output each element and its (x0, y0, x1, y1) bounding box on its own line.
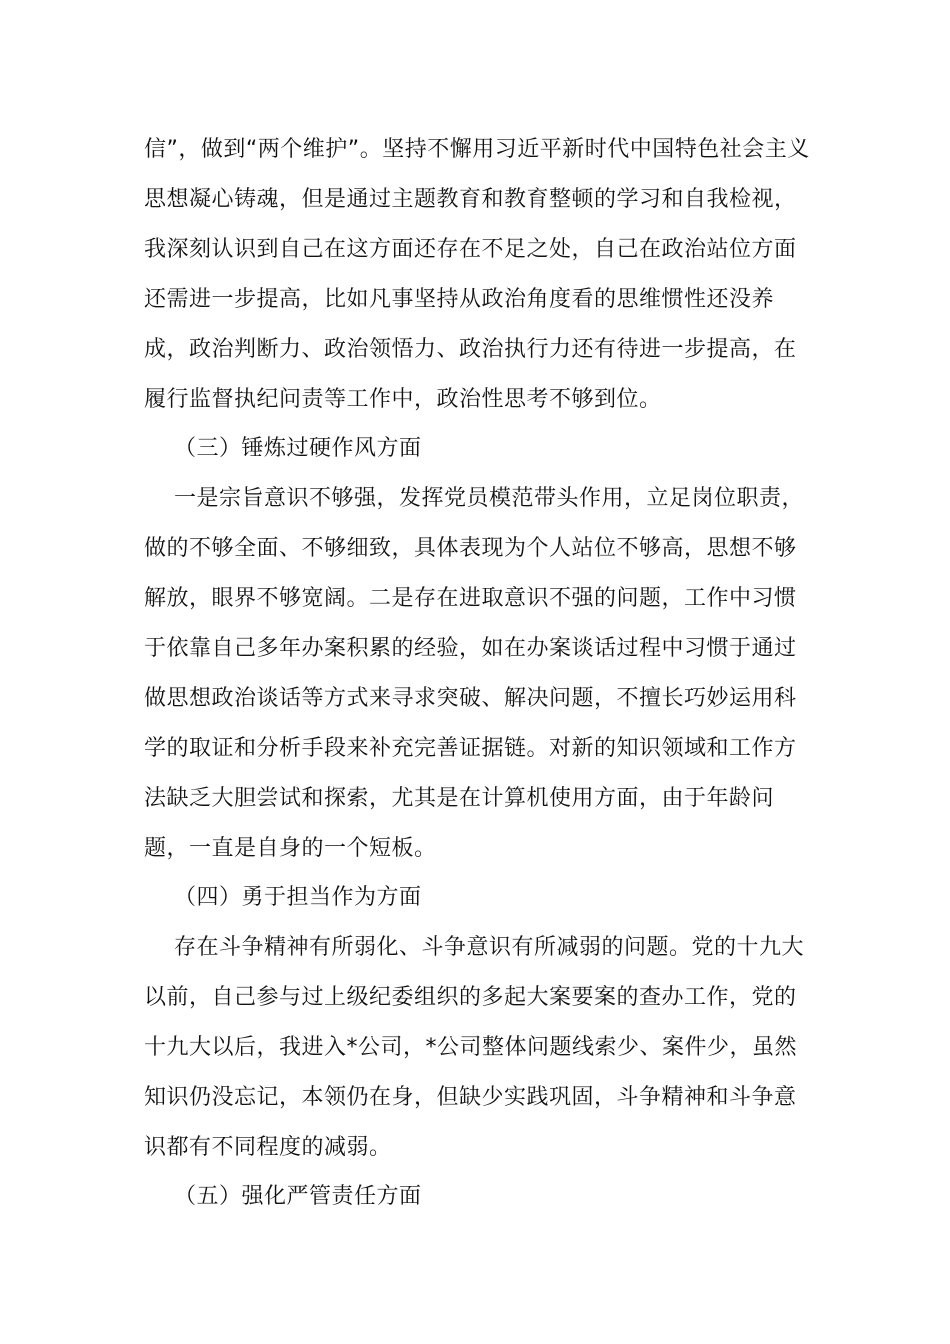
paragraph-line: 一是宗旨意识不够强，发挥党员模范带头作用，立足岗位职责， (174, 486, 805, 511)
paragraph-line: 还需进一步提高，比如凡事坚持从政治角度看的思维惯性还没养 (144, 287, 775, 312)
paragraph-line: 学的取证和分析手段来补充完善证据链。对新的知识领域和工作方 (144, 736, 797, 761)
paragraph-line: 存在斗争精神有所弱化、斗争意识有所减弱的问题。党的十九大 (174, 935, 805, 960)
paragraph-line: 题，一直是自身的一个短板。 (144, 836, 437, 861)
section-heading: （四）勇于担当作为方面 (174, 885, 422, 910)
paragraph-line: 履行监督执纪问责等工作中，政治性思考不够到位。 (144, 387, 662, 412)
paragraph-line: 知识仍没忘记，本领仍在身，但缺少实践巩固，斗争精神和斗争意 (144, 1085, 797, 1110)
paragraph-line: 解放，眼界不够宽阔。二是存在进取意识不强的问题，工作中习惯 (144, 586, 797, 611)
paragraph-line: 法缺乏大胆尝试和探索，尤其是在计算机使用方面，由于年龄问 (144, 786, 775, 811)
paragraph-line: 信”，做到“两个维护”。坚持不懈用习近平新时代中国特色社会主义 (144, 137, 810, 162)
paragraph-line: 于依靠自己多年办案积累的经验，如在办案谈话过程中习惯于通过 (144, 636, 797, 661)
paragraph-line: 我深刻认识到自己在这方面还存在不足之处，自己在政治站位方面 (144, 237, 797, 262)
paragraph-line: 思想凝心铸魂，但是通过主题教育和教育整顿的学习和自我检视， (144, 187, 797, 212)
paragraph-line: 以前，自己参与过上级纪委组织的多起大案要案的查办工作，党的 (144, 985, 797, 1010)
section-heading: （三）锤炼过硬作风方面 (174, 436, 422, 461)
paragraph-line: 成，政治判断力、政治领悟力、政治执行力还有待进一步提高，在 (144, 337, 797, 362)
paragraph-line: 识都有不同程度的减弱。 (144, 1135, 392, 1160)
section-heading: （五）强化严管责任方面 (174, 1184, 422, 1209)
paragraph-line: 十九大以后，我进入*公司，*公司整体问题线索少、案件少，虽然 (144, 1035, 798, 1060)
paragraph-line: 做思想政治谈话等方式来寻求突破、解决问题，不擅长巧妙运用科 (144, 686, 797, 711)
paragraph-line: 做的不够全面、不够细致，具体表现为个人站位不够高，思想不够 (144, 536, 797, 561)
